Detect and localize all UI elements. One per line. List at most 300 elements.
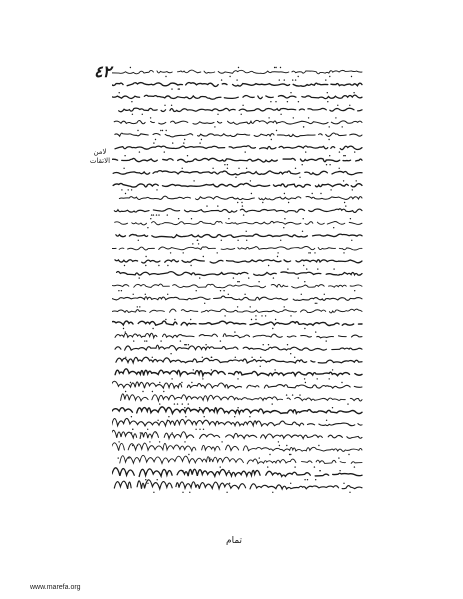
diacritic-dot xyxy=(139,277,140,278)
diacritic-dot xyxy=(131,189,132,190)
diacritic-dot xyxy=(158,214,159,215)
diacritic-dot xyxy=(339,151,340,152)
diacritic-dot xyxy=(124,155,125,156)
diacritic-dot xyxy=(229,76,230,77)
diacritic-dot xyxy=(241,202,242,203)
diacritic-dot xyxy=(118,441,119,442)
script-line xyxy=(112,381,362,388)
diacritic-dot xyxy=(226,492,227,493)
diacritic-dot xyxy=(237,407,238,408)
diacritic-dot xyxy=(217,114,218,115)
diacritic-dot xyxy=(324,294,325,295)
diacritic-dot xyxy=(190,319,191,320)
diacritic-dot xyxy=(121,290,122,291)
diacritic-dot xyxy=(315,479,316,480)
diacritic-dot xyxy=(287,344,288,345)
diacritic-dot xyxy=(187,155,188,156)
diacritic-dot xyxy=(258,281,259,282)
diacritic-dot xyxy=(156,432,157,433)
diacritic-dot xyxy=(228,294,229,295)
diacritic-dot xyxy=(191,218,192,219)
diacritic-dot xyxy=(170,252,171,253)
diacritic-dot xyxy=(228,218,229,219)
diacritic-dot xyxy=(255,315,256,316)
diacritic-dot xyxy=(273,277,274,278)
diacritic-dot xyxy=(193,369,194,370)
script-line xyxy=(114,108,362,112)
diacritic-dot xyxy=(132,429,133,430)
diacritic-dot xyxy=(325,79,326,80)
diacritic-dot xyxy=(182,492,183,493)
diacritic-dot xyxy=(332,369,333,370)
diacritic-dot xyxy=(329,378,330,379)
diacritic-dot xyxy=(292,394,293,395)
diacritic-dot xyxy=(272,492,273,493)
diacritic-dot xyxy=(312,193,313,194)
diacritic-dot xyxy=(329,76,330,77)
diacritic-dot xyxy=(138,240,139,241)
diacritic-dot xyxy=(310,252,311,253)
diacritic-dot xyxy=(217,252,218,253)
diacritic-dot xyxy=(163,391,164,392)
diacritic-dot xyxy=(304,479,305,480)
diacritic-dot xyxy=(268,344,269,345)
diacritic-dot xyxy=(149,441,150,442)
diacritic-dot xyxy=(153,214,154,215)
diacritic-dot xyxy=(335,117,336,118)
diacritic-dot xyxy=(174,319,175,320)
diacritic-dot xyxy=(121,189,122,190)
diacritic-dot xyxy=(349,105,350,106)
diacritic-dot xyxy=(337,105,338,106)
diacritic-dot xyxy=(132,114,133,115)
manuscript-text-block xyxy=(112,66,364,504)
diacritic-dot xyxy=(298,277,299,278)
diacritic-dot xyxy=(248,277,249,278)
diacritic-dot xyxy=(278,441,279,442)
diacritic-dot xyxy=(341,382,342,383)
diacritic-dot xyxy=(305,382,306,383)
diacritic-dot xyxy=(211,357,212,358)
diacritic-dot xyxy=(290,454,291,455)
script-line xyxy=(112,321,362,325)
diacritic-dot xyxy=(150,117,151,118)
diacritic-dot xyxy=(172,432,173,433)
diacritic-dot xyxy=(354,290,355,291)
diacritic-dot xyxy=(167,265,168,266)
diacritic-dot xyxy=(147,429,148,430)
diacritic-dot xyxy=(267,466,268,467)
diacritic-dot xyxy=(274,67,275,68)
diacritic-dot xyxy=(150,218,151,219)
diacritic-dot xyxy=(308,252,309,253)
diacritic-dot xyxy=(308,117,309,118)
script-line xyxy=(114,480,362,489)
diacritic-dot xyxy=(182,403,183,404)
diacritic-dot xyxy=(221,240,222,241)
diacritic-dot xyxy=(275,319,276,320)
diacritic-dot xyxy=(303,126,304,127)
diacritic-dot xyxy=(290,92,291,93)
diacritic-dot xyxy=(223,290,224,291)
diacritic-dot xyxy=(152,391,153,392)
diacritic-dot xyxy=(160,340,161,341)
diacritic-dot xyxy=(220,290,221,291)
diacritic-dot xyxy=(343,155,344,156)
diacritic-dot xyxy=(147,483,148,484)
diacritic-dot xyxy=(246,231,247,232)
diacritic-dot xyxy=(212,168,213,169)
diacritic-dot xyxy=(139,306,140,307)
diacritic-dot xyxy=(317,268,318,269)
diacritic-dot xyxy=(327,92,328,93)
diacritic-dot xyxy=(125,193,126,194)
diacritic-dot xyxy=(221,441,222,442)
script-line xyxy=(112,333,362,338)
diacritic-dot xyxy=(211,369,212,370)
diacritic-dot xyxy=(228,470,229,471)
diacritic-dot xyxy=(157,479,158,480)
diacritic-dot xyxy=(124,265,125,266)
diacritic-dot xyxy=(184,139,185,140)
footer-url: www.marefa.org xyxy=(30,584,81,591)
diacritic-dot xyxy=(315,303,316,304)
diacritic-dot xyxy=(302,231,303,232)
diacritic-dot xyxy=(269,454,270,455)
script-line xyxy=(112,83,362,87)
diacritic-dot xyxy=(125,391,126,392)
diacritic-dot xyxy=(159,441,160,442)
diacritic-dot xyxy=(152,357,153,358)
diacritic-dot xyxy=(290,353,291,354)
diacritic-dot xyxy=(342,126,343,127)
diacritic-dot xyxy=(198,243,199,244)
script-line xyxy=(112,70,362,74)
diacritic-dot xyxy=(268,265,269,266)
diacritic-dot xyxy=(203,256,204,257)
script-line xyxy=(115,133,362,137)
diacritic-dot xyxy=(287,268,288,269)
script-line xyxy=(113,196,362,200)
diacritic-dot xyxy=(188,454,189,455)
diacritic-dot xyxy=(259,457,260,458)
diacritic-dot xyxy=(199,142,200,143)
diacritic-dot xyxy=(118,457,119,458)
diacritic-dot xyxy=(144,340,145,341)
diacritic-dot xyxy=(293,117,294,118)
diacritic-dot xyxy=(174,403,175,404)
diacritic-dot xyxy=(133,340,134,341)
script-line xyxy=(113,171,362,175)
diacritic-dot xyxy=(299,177,300,178)
diacritic-dot xyxy=(196,290,197,291)
diacritic-dot xyxy=(326,164,327,165)
script-line xyxy=(116,234,362,238)
diacritic-dot xyxy=(329,155,330,156)
diacritic-dot xyxy=(249,416,250,417)
diacritic-dot xyxy=(294,466,295,467)
diacritic-dot xyxy=(166,130,167,131)
diacritic-dot xyxy=(333,268,334,269)
script-line xyxy=(112,443,362,452)
diacritic-dot xyxy=(295,168,296,169)
diacritic-dot xyxy=(316,303,317,304)
script-line xyxy=(116,394,362,401)
script-line xyxy=(112,272,362,276)
diacritic-dot xyxy=(180,340,181,341)
script-line xyxy=(115,146,362,150)
diacritic-dot xyxy=(320,470,321,471)
diacritic-dot xyxy=(189,492,190,493)
diacritic-dot xyxy=(237,378,238,379)
diacritic-dot xyxy=(348,454,349,455)
diacritic-dot xyxy=(270,101,271,102)
diacritic-dot xyxy=(349,492,350,493)
diacritic-dot xyxy=(123,328,124,329)
diacritic-dot xyxy=(191,382,192,383)
script-line xyxy=(114,120,362,124)
diacritic-dot xyxy=(221,79,222,80)
diacritic-dot xyxy=(214,126,215,127)
diacritic-dot xyxy=(292,79,293,80)
diacritic-dot xyxy=(260,366,261,367)
diacritic-dot xyxy=(318,445,319,446)
script-line xyxy=(112,407,362,414)
diacritic-dot xyxy=(177,420,178,421)
diacritic-dot xyxy=(159,403,160,404)
diacritic-dot xyxy=(315,331,316,332)
diacritic-dot xyxy=(332,407,333,408)
diacritic-dot xyxy=(237,306,238,307)
diacritic-dot xyxy=(145,479,146,480)
diacritic-dot xyxy=(294,357,295,358)
script-line xyxy=(112,468,362,477)
diacritic-dot xyxy=(184,344,185,345)
script-line xyxy=(112,259,362,263)
diacritic-dot xyxy=(172,142,173,143)
script-line xyxy=(112,247,362,251)
diacritic-dot xyxy=(280,240,281,241)
diacritic-dot xyxy=(224,164,225,165)
diacritic-dot xyxy=(279,445,280,446)
diacritic-dot xyxy=(353,92,354,93)
diacritic-dot xyxy=(354,151,355,152)
diacritic-dot xyxy=(329,164,330,165)
diacritic-dot xyxy=(241,114,242,115)
diacritic-dot xyxy=(165,319,166,320)
diacritic-dot xyxy=(206,205,207,206)
diacritic-dot xyxy=(275,67,276,68)
diacritic-dot xyxy=(356,180,357,181)
diacritic-dot xyxy=(329,126,330,127)
diacritic-dot xyxy=(234,331,235,332)
diacritic-dot xyxy=(301,294,302,295)
diacritic-dot xyxy=(255,319,256,320)
diacritic-dot xyxy=(167,420,168,421)
diacritic-dot xyxy=(146,340,147,341)
diacritic-dot xyxy=(188,344,189,345)
diacritic-dot xyxy=(227,164,228,165)
diacritic-dot xyxy=(263,344,264,345)
diacritic-dot xyxy=(298,101,299,102)
diacritic-dot xyxy=(168,416,169,417)
diacritic-dot xyxy=(235,177,236,178)
diacritic-dot xyxy=(339,470,340,471)
diacritic-dot xyxy=(125,331,126,332)
diacritic-dot xyxy=(352,189,353,190)
diacritic-dot xyxy=(224,315,225,316)
diacritic-dot xyxy=(243,214,244,215)
diacritic-dot xyxy=(303,218,304,219)
diacritic-dot xyxy=(277,252,278,253)
diacritic-dot xyxy=(303,265,304,266)
diacritic-dot xyxy=(183,252,184,253)
diacritic-dot xyxy=(354,466,355,467)
diacritic-dot xyxy=(118,290,119,291)
diacritic-dot xyxy=(251,357,252,358)
diacritic-dot xyxy=(182,470,183,471)
script-line xyxy=(112,158,362,162)
diacritic-dot xyxy=(304,281,305,282)
diacritic-dot xyxy=(286,445,287,446)
diacritic-dot xyxy=(280,67,281,68)
script-line xyxy=(112,209,362,213)
diacritic-dot xyxy=(217,205,218,206)
script-line xyxy=(112,95,362,99)
diacritic-dot xyxy=(171,88,172,89)
diacritic-dot xyxy=(204,416,205,417)
diacritic-dot xyxy=(158,265,159,266)
diacritic-dot xyxy=(153,492,154,493)
diacritic-dot xyxy=(137,130,138,131)
diacritic-dot xyxy=(283,227,284,228)
diacritic-dot xyxy=(202,378,203,379)
diacritic-dot xyxy=(162,130,163,131)
diacritic-dot xyxy=(238,168,239,169)
diacritic-dot xyxy=(274,369,275,370)
script-line xyxy=(112,284,362,288)
script-line xyxy=(112,309,362,313)
diacritic-dot xyxy=(343,180,344,181)
diacritic-dot xyxy=(229,483,230,484)
diacritic-dot xyxy=(119,92,120,93)
script-line xyxy=(115,369,362,376)
diacritic-dot xyxy=(326,340,327,341)
diacritic-dot xyxy=(350,218,351,219)
diacritic-dot xyxy=(302,164,303,165)
diacritic-dot xyxy=(275,101,276,102)
diacritic-dot xyxy=(152,328,153,329)
diacritic-dot xyxy=(142,114,143,115)
diacritic-dot xyxy=(244,294,245,295)
diacritic-dot xyxy=(131,432,132,433)
diacritic-dot xyxy=(288,202,289,203)
diacritic-dot xyxy=(197,240,198,241)
diacritic-dot xyxy=(171,105,172,106)
diacritic-dot xyxy=(246,240,247,241)
diacritic-dot xyxy=(179,88,180,89)
diacritic-dot xyxy=(279,79,280,80)
diacritic-dot xyxy=(272,403,273,404)
diacritic-dot xyxy=(140,432,141,433)
diacritic-dot xyxy=(142,391,143,392)
diacritic-dot xyxy=(268,117,269,118)
diacritic-dot xyxy=(137,445,138,446)
diacritic-dot xyxy=(155,139,156,140)
diacritic-dot xyxy=(333,227,334,228)
diacritic-dot xyxy=(262,202,263,203)
diacritic-dot xyxy=(326,420,327,421)
diacritic-dot xyxy=(186,344,187,345)
diacritic-dot xyxy=(178,218,179,219)
diacritic-dot xyxy=(314,466,315,467)
diacritic-dot xyxy=(345,155,346,156)
diacritic-dot xyxy=(164,151,165,152)
diacritic-dot xyxy=(306,268,307,269)
diacritic-dot xyxy=(128,189,129,190)
diacritic-dot xyxy=(137,306,138,307)
diacritic-dot xyxy=(237,202,238,203)
diacritic-dot xyxy=(184,441,185,442)
diacritic-dot xyxy=(192,243,193,244)
diacritic-dot xyxy=(237,281,238,282)
diacritic-dot xyxy=(304,378,305,379)
diacritic-dot xyxy=(304,328,305,329)
diacritic-dot xyxy=(328,139,329,140)
diacritic-dot xyxy=(167,214,168,215)
diacritic-dot xyxy=(164,105,165,106)
diacritic-dot xyxy=(327,101,328,102)
diacritic-dot xyxy=(183,142,184,143)
diacritic-dot xyxy=(239,281,240,282)
diacritic-dot xyxy=(204,303,205,304)
diacritic-dot xyxy=(320,193,321,194)
diacritic-dot xyxy=(276,130,277,131)
diacritic-dot xyxy=(284,306,285,307)
diacritic-dot xyxy=(277,256,278,257)
diacritic-dot xyxy=(205,344,206,345)
diacritic-dot xyxy=(287,101,288,102)
diacritic-dot xyxy=(250,306,251,307)
diacritic-dot xyxy=(339,168,340,169)
diacritic-dot xyxy=(132,445,133,446)
diacritic-dot xyxy=(151,214,152,215)
diacritic-dot xyxy=(201,139,202,140)
diacritic-dot xyxy=(238,67,239,68)
diacritic-dot xyxy=(171,378,172,379)
diacritic-dot xyxy=(220,466,221,467)
diacritic-dot xyxy=(199,407,200,408)
diacritic-dot xyxy=(202,357,203,358)
diacritic-dot xyxy=(233,277,234,278)
diacritic-dot xyxy=(188,403,189,404)
diacritic-dot xyxy=(125,357,126,358)
diacritic-dot xyxy=(242,105,243,106)
diacritic-dot xyxy=(242,205,243,206)
diacritic-dot xyxy=(345,205,346,206)
diacritic-dot xyxy=(237,240,238,241)
script-line xyxy=(112,183,362,187)
diacritic-dot xyxy=(284,193,285,194)
diacritic-dot xyxy=(284,79,285,80)
diacritic-dot xyxy=(271,139,272,140)
diacritic-dot xyxy=(145,265,146,266)
diacritic-dot xyxy=(314,252,315,253)
diacritic-dot xyxy=(181,382,182,383)
diacritic-dot xyxy=(220,340,221,341)
diacritic-dot xyxy=(272,328,273,329)
diacritic-dot xyxy=(286,394,287,395)
